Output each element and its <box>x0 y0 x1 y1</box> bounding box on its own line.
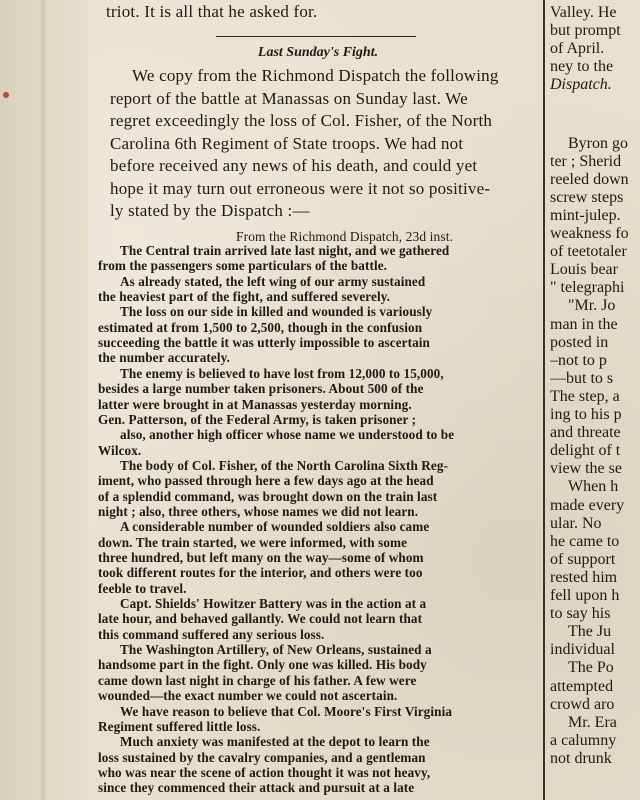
body-line: The Washington Artillery, of New Orleans, sustained a <box>120 642 432 658</box>
body-line: estimated at from 1,500 to 2,500, though in the confusion <box>98 319 423 335</box>
right-column-line: screw steps <box>550 188 624 206</box>
dateline: From the Richmond Dispatch, 23d inst. <box>236 229 454 244</box>
right-column-line: When h <box>568 478 619 496</box>
body-line: who was near the scene of action thought it was not heavy, <box>98 764 431 780</box>
body-line: from the passengers some particulars of the battle. <box>98 258 388 274</box>
right-column-line: –not to p <box>550 351 607 369</box>
body-line: feeble to travel. <box>98 580 187 596</box>
right-column-line: "Mr. Jo <box>568 297 616 315</box>
right-column-line: to say his <box>550 605 611 623</box>
body-line: Wilcox. <box>98 442 142 458</box>
right-column-line: of support <box>550 550 616 568</box>
body-line: loss sustained by the cavalry companies, and a gentleman <box>98 749 426 765</box>
column-top-line: triot. It is all that he asked for. <box>106 2 318 21</box>
right-column-line: ing to his p <box>550 406 622 423</box>
right-column-line: ney to the <box>550 58 614 76</box>
right-column-line: ter ; Sherid <box>550 152 622 170</box>
body-line: of a splendid command, was brought down on the train last <box>98 488 438 504</box>
body-line: besides a large number taken prisoners. About 500 of the <box>98 381 424 397</box>
body-line: We have reason to believe that Col. Moore's First Virginia <box>120 703 453 719</box>
body-line: As already stated, the left wing of our army sustained <box>120 273 426 289</box>
body-line: Capt. Shields' Howitzer Battery was in the action at a <box>120 596 427 612</box>
right-column-line: —but to s <box>550 369 614 387</box>
body-line: Much anxiety was manifested at the depot to learn the <box>120 734 430 750</box>
right-column-line: Valley. He <box>550 4 617 21</box>
right-column-line: crowd aro <box>550 695 615 713</box>
body-line: night ; also, three others, whose names we did not learn. <box>98 503 419 519</box>
body-line: A considerable number of wounded soldiers also came <box>120 519 430 535</box>
body-line: took different routes for the interior, and others were too <box>98 565 423 581</box>
right-column-line: mint-julep. <box>550 206 621 224</box>
right-column-line: ular. No <box>550 514 602 532</box>
body-line: Regiment suffered little loss. <box>98 718 261 734</box>
body-line: The loss on our side in killed and wounded is variously <box>120 304 433 320</box>
body-line: latter were brought in at Manassas yesterday morning. <box>98 396 412 412</box>
intro-line: ly stated by the Dispatch :— <box>110 201 310 220</box>
right-column-line: weakness fo <box>550 225 629 242</box>
body-line: down. The train started, we were informed, with some <box>98 534 408 550</box>
intro-line: report of the battle at Manassas on Sunday last. We <box>110 88 468 108</box>
right-column-line: and threate <box>550 424 621 442</box>
body-line: iment, who passed through here a few days ago at the head <box>98 473 434 489</box>
right-column-line: " telegraphi <box>550 279 625 297</box>
right-column-line: view the se <box>550 460 622 478</box>
right-column-line: of April. <box>550 40 605 58</box>
right-column-line: The step, a <box>550 387 620 405</box>
right-column-line: attempted <box>550 677 614 695</box>
right-column-line: but prompt <box>550 22 621 40</box>
right-column-line: The Po <box>568 659 614 677</box>
body-line: The enemy is believed to have lost from 12,000 to 15,000, <box>120 365 444 381</box>
right-column-line: Dispatch. <box>550 76 612 94</box>
right-column-line: man in the <box>550 315 618 333</box>
right-column-line: not drunk <box>550 749 612 767</box>
headline-rule <box>216 36 416 37</box>
body-line: late hour, and behaved gallantly. We could not learn that <box>98 611 423 627</box>
body-line: came down last night in charge of his father. A few were <box>98 672 417 688</box>
page-fold <box>40 0 46 800</box>
right-column-line: made every <box>550 496 625 514</box>
body-line: The Central train arrived late last night, and we gathered <box>120 243 450 258</box>
intro-line: regret exceedingly the loss of Col. Fisher, of the North <box>110 111 493 130</box>
body-line: the heaviest part of the fight, and suffered severely. <box>98 289 391 305</box>
intro-line: before received any news of his death, and could yet <box>110 156 478 175</box>
intro-line: hope it may turn out erroneous were it not so positive- <box>110 178 491 198</box>
right-column-line: The Ju <box>568 623 612 641</box>
body-line: The body of Col. Fisher, of the North Carolina Sixth Reg- <box>120 457 449 473</box>
body-line: wounded—the exact number we could not ascertain. <box>98 688 398 704</box>
right-column-line: a calumny <box>550 731 617 749</box>
column-rule <box>543 0 545 800</box>
right-column-line: Byron go <box>568 134 628 152</box>
right-column-line: individual <box>550 641 615 659</box>
body-line: Gen. Patterson, of the Federal Army, is taken prisoner ; <box>98 411 417 427</box>
body-line: handsome part in the fight. Only one was killed. His body <box>98 657 427 673</box>
body-line: succeeding the battle it was utterly impossible to ascertain <box>98 335 430 351</box>
body-line: since they commenced their attack and pursuit at a late <box>98 780 415 796</box>
right-column-line: delight of t <box>550 442 621 460</box>
intro-line: Carolina 6th Regiment of State troops. We had not <box>110 133 464 153</box>
right-column-line: Mr. Era <box>568 713 617 731</box>
main-column <box>96 0 540 800</box>
right-column-line: he came to <box>550 532 620 550</box>
body-line: the number accurately. <box>98 350 230 366</box>
body-line: three hundred, but left many on the way—some of whom <box>98 550 424 565</box>
right-column-line: fell upon h <box>550 587 620 604</box>
right-column-line: Louis bear <box>550 261 618 279</box>
article-title: Last Sunday's Fight. <box>257 45 379 60</box>
right-column <box>550 0 640 800</box>
intro-line: We copy from the Richmond Dispatch the following <box>132 66 499 85</box>
body-line: this command suffered any serious loss. <box>98 626 325 642</box>
right-column-line: of teetotaler <box>550 243 627 261</box>
right-column-line: posted in <box>550 333 609 351</box>
right-column-line: reeled down <box>550 170 629 188</box>
ink-spot <box>3 92 9 98</box>
body-line: also, another high officer whose name we understood to be <box>120 427 455 443</box>
right-column-line: rested him <box>550 568 618 586</box>
